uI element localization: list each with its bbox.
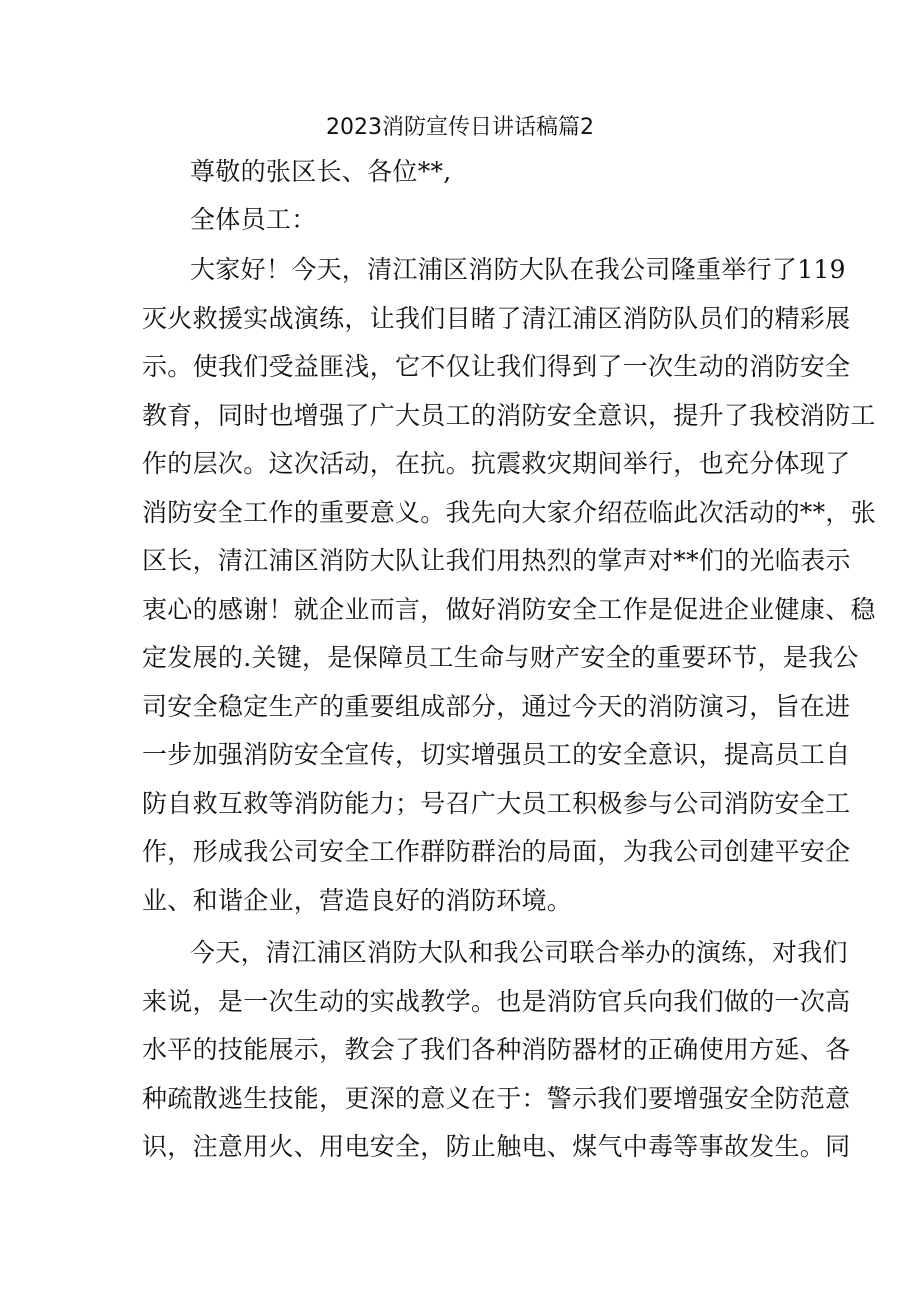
paragraph-line: 大家好！今天，清江浦区消防大队在我公司隆重举行了119 bbox=[190, 255, 846, 284]
paragraph-line: 识，注意用火、用电安全，防止触电、煤气中毒等事故发生。同 bbox=[142, 1132, 851, 1161]
paragraph-line: 司安全稳定生产的重要组成部分，通过今天的消防演习，旨在进 bbox=[142, 692, 851, 721]
paragraph-line: 作的层次。这次活动，在抗。抗震救灾期间举行，也充分体现了 bbox=[142, 449, 851, 478]
paragraph-line: 种疏散逃生技能，更深的意义在于：警示我们要增强安全防范意 bbox=[142, 1084, 851, 1113]
paragraph-line: 示。使我们受益匪浅，它不仅让我们得到了一次生动的消防安全 bbox=[142, 352, 851, 381]
paragraph-line: 一步加强消防安全宣传，切实增强员工的安全意识，提高员工自 bbox=[142, 740, 851, 769]
paragraph-line: 来说，是一次生动的实战教学。也是消防官兵向我们做的一次高 bbox=[142, 987, 851, 1016]
paragraph-line: 业、和谐企业，营造良好的消防环境。 bbox=[142, 886, 573, 915]
paragraph-line: 作，形成我公司安全工作群防群治的局面，为我公司创建平安企 bbox=[142, 837, 851, 866]
paragraph-line: 定发展的.关键，是保障员工生命与财产安全的重要环节，是我公 bbox=[142, 643, 859, 672]
paragraph-line: 灭火救援实战演练，让我们目睹了清江浦区消防队员们的精彩展 bbox=[142, 304, 851, 333]
document-title: 2023消防宣传日讲话稿篇2 bbox=[326, 115, 594, 140]
salutation-line: 尊敬的张区长、各位**, bbox=[190, 157, 452, 186]
salutation-line: 全体员工： bbox=[190, 205, 317, 234]
paragraph-line: 今天，清江浦区消防大队和我公司联合举办的演练，对我们 bbox=[190, 938, 848, 967]
paragraph-line: 消防安全工作的重要意义。我先向大家介绍莅临此次活动的**，张 bbox=[142, 498, 877, 527]
paragraph-line: 防自救互救等消防能力；号召广大员工积极参与公司消防安全工 bbox=[142, 789, 851, 818]
paragraph-line: 水平的技能展示，教会了我们各种消防器材的正确使用方延、各 bbox=[142, 1035, 851, 1064]
paragraph-line: 教育，同时也增强了广大员工的消防安全意识，提升了我校消防工 bbox=[142, 401, 876, 430]
paragraph-line: 衷心的感谢！就企业而言，做好消防安全工作是促进企业健康、稳 bbox=[142, 595, 876, 624]
paragraph-line: 区长，清江浦区消防大队让我们用热烈的掌声对**们的光临表示 bbox=[142, 546, 851, 575]
